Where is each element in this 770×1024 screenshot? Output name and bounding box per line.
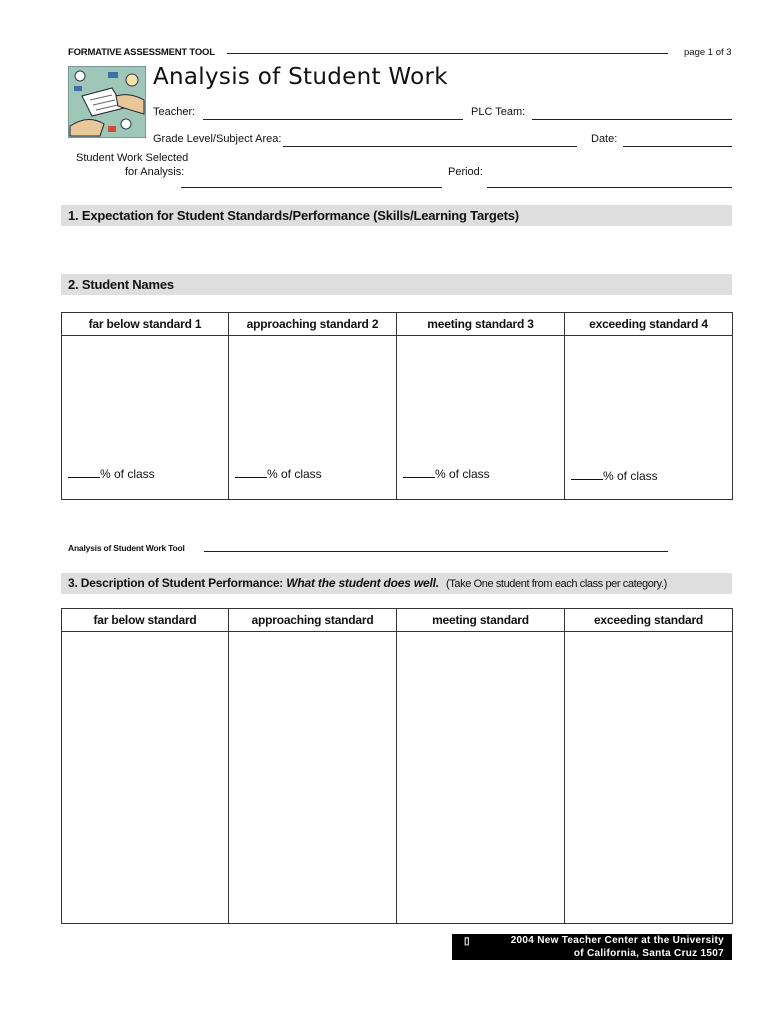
section-3-note: (Take One student from each class per category.) [446,578,667,590]
student-work-label: Student Work Selected [76,152,189,164]
grade-label: Grade Level/Subject Area: [153,133,282,145]
percent-of-class [403,467,490,481]
column-header: exceeding standard [565,609,733,632]
percent-of-class [235,467,322,481]
tool-label: FORMATIVE ASSESSMENT TOOL [68,47,215,58]
student-names-cell[interactable] [229,336,397,500]
copyright-symbol: ▯ [464,936,470,947]
column-header: far below standard [62,609,229,632]
date-label: Date: [591,133,618,145]
section-3-title [61,573,732,594]
teacher-label: Teacher: [153,106,196,118]
copyright-footer [452,934,732,960]
tool-name-rule [204,551,668,552]
header-rule [227,53,668,54]
percent-blank[interactable] [68,476,100,478]
period-field[interactable] [487,187,732,188]
page-title: Analysis of Student Work [153,64,448,90]
period-label: Period: [448,166,483,178]
student-work-field[interactable] [181,187,442,188]
percent-label: % of class [435,467,490,481]
column-header: approaching standard 2 [229,313,397,336]
performance-cell[interactable] [397,632,565,924]
date-field[interactable] [623,146,732,147]
section-3-title-italic: What the student does well. [286,576,439,590]
section-3-title-bold: 3. Description of Student Performance: [68,576,287,590]
percent-label: % of class [267,467,322,481]
footer-line-2: of California, Santa Cruz 1507 [573,947,724,959]
percent-blank[interactable] [235,476,267,478]
grade-field[interactable] [283,146,577,147]
percent-label: % of class [100,467,155,481]
student-names-table [61,312,733,500]
column-header: far below standard 1 [62,313,229,336]
classroom-clipart-icon [68,66,146,138]
column-header: meeting standard [397,609,565,632]
percent-blank[interactable] [571,478,603,480]
student-names-cell[interactable] [565,336,733,500]
performance-cell[interactable] [229,632,397,924]
tool-name-label: Analysis of Student Work Tool [68,543,185,553]
percent-label: % of class [603,469,658,483]
performance-table [61,608,733,924]
page-number: page 1 of 3 [684,47,732,58]
student-names-cell[interactable] [62,336,229,500]
performance-cell[interactable] [565,632,733,924]
column-header: exceeding standard 4 [565,313,733,336]
column-header: approaching standard [229,609,397,632]
performance-cell[interactable] [62,632,229,924]
student-names-cell[interactable] [397,336,565,500]
footer-line-1: 2004 New Teacher Center at the University [510,935,724,946]
teacher-field[interactable] [203,119,463,120]
percent-of-class [68,467,155,481]
section-1-title: 1. Expectation for Student Standards/Performance (Skills/Learning Targets) [61,205,732,226]
plc-team-label: PLC Team: [471,106,526,118]
column-header: meeting standard 3 [397,313,565,336]
student-work-label-2: for Analysis: [125,166,185,178]
plc-team-field[interactable] [532,119,732,120]
section-2-title: 2. Student Names [61,274,732,295]
percent-blank[interactable] [403,476,435,478]
percent-of-class [571,469,658,483]
